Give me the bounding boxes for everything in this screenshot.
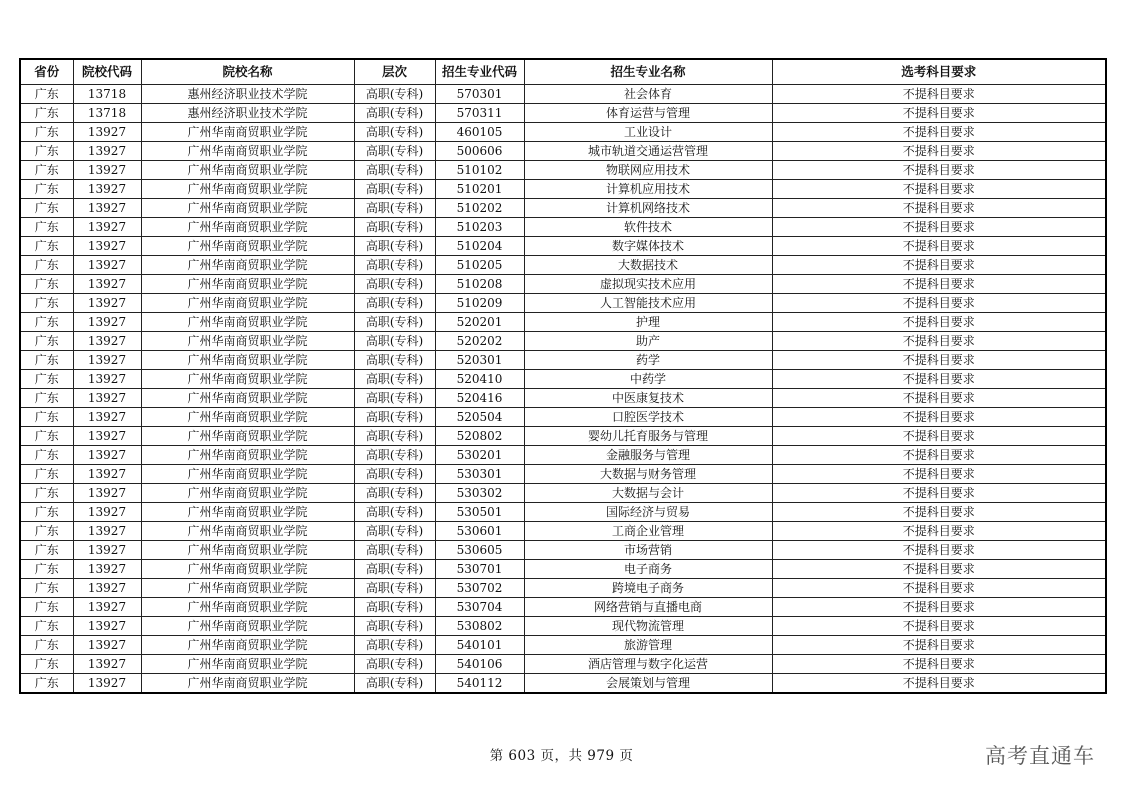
cell-level: 高职(专科) <box>354 503 435 522</box>
cell-major-name: 虚拟现实技术应用 <box>524 275 772 294</box>
cell-province: 广东 <box>20 389 73 408</box>
cell-school-name: 广州华南商贸职业学院 <box>141 503 354 522</box>
cell-major-name: 中医康复技术 <box>524 389 772 408</box>
cell-school-code: 13927 <box>73 408 141 427</box>
cell-school-code: 13927 <box>73 123 141 142</box>
cell-major-name: 数字媒体技术 <box>524 237 772 256</box>
cell-school-name: 广州华南商贸职业学院 <box>141 389 354 408</box>
table-row <box>20 332 1106 351</box>
cell-major-name: 国际经济与贸易 <box>524 503 772 522</box>
cell-major-name: 金融服务与管理 <box>524 446 772 465</box>
table-row <box>20 446 1106 465</box>
page-suffix: 页 <box>619 748 634 764</box>
cell-school-name: 广州华南商贸职业学院 <box>141 522 354 541</box>
cell-school-name: 惠州经济职业技术学院 <box>141 85 354 104</box>
cell-subject-requirement: 不提科目要求 <box>772 617 1106 636</box>
cell-level: 高职(专科) <box>354 560 435 579</box>
cell-province: 广东 <box>20 351 73 370</box>
cell-school-name: 广州华南商贸职业学院 <box>141 674 354 694</box>
cell-province: 广东 <box>20 180 73 199</box>
cell-school-code: 13927 <box>73 446 141 465</box>
cell-school-code: 13927 <box>73 617 141 636</box>
cell-school-code: 13718 <box>73 104 141 123</box>
cell-school-name: 广州华南商贸职业学院 <box>141 332 354 351</box>
cell-school-code: 13927 <box>73 256 141 275</box>
cell-province: 广东 <box>20 294 73 313</box>
table-row <box>20 389 1106 408</box>
cell-province: 广东 <box>20 484 73 503</box>
cell-level: 高职(专科) <box>354 256 435 275</box>
cell-province: 广东 <box>20 104 73 123</box>
table-row <box>20 598 1106 617</box>
cell-subject-requirement: 不提科目要求 <box>772 123 1106 142</box>
cell-level: 高职(专科) <box>354 123 435 142</box>
cell-level: 高职(专科) <box>354 237 435 256</box>
cell-major-code: 510203 <box>435 218 524 237</box>
cell-level: 高职(专科) <box>354 275 435 294</box>
cell-province: 广东 <box>20 446 73 465</box>
table-body <box>20 85 1106 694</box>
cell-major-name: 旅游管理 <box>524 636 772 655</box>
cell-major-code: 570311 <box>435 104 524 123</box>
cell-subject-requirement: 不提科目要求 <box>772 655 1106 674</box>
cell-school-name: 广州华南商贸职业学院 <box>141 161 354 180</box>
cell-level: 高职(专科) <box>354 674 435 694</box>
cell-major-name: 计算机网络技术 <box>524 199 772 218</box>
cell-subject-requirement: 不提科目要求 <box>772 218 1106 237</box>
cell-major-name: 工业设计 <box>524 123 772 142</box>
cell-province: 广东 <box>20 85 73 104</box>
cell-major-code: 520802 <box>435 427 524 446</box>
cell-level: 高职(专科) <box>354 408 435 427</box>
cell-school-code: 13927 <box>73 332 141 351</box>
cell-major-name: 社会体育 <box>524 85 772 104</box>
cell-subject-requirement: 不提科目要求 <box>772 598 1106 617</box>
cell-level: 高职(专科) <box>354 522 435 541</box>
page-mid-text: 页，共 <box>540 748 583 764</box>
header-school-name: 院校名称 <box>141 59 354 85</box>
cell-major-name: 网络营销与直播电商 <box>524 598 772 617</box>
cell-level: 高职(专科) <box>354 655 435 674</box>
cell-major-code: 510208 <box>435 275 524 294</box>
table-row <box>20 427 1106 446</box>
cell-province: 广东 <box>20 560 73 579</box>
cell-school-name: 广州华南商贸职业学院 <box>141 294 354 313</box>
table-row <box>20 180 1106 199</box>
cell-major-code: 510205 <box>435 256 524 275</box>
table-row <box>20 142 1106 161</box>
table-row <box>20 408 1106 427</box>
cell-province: 广东 <box>20 332 73 351</box>
cell-school-name: 广州华南商贸职业学院 <box>141 541 354 560</box>
cell-province: 广东 <box>20 598 73 617</box>
page-footer <box>0 744 1123 764</box>
table-row <box>20 161 1106 180</box>
table-row <box>20 256 1106 275</box>
cell-subject-requirement: 不提科目要求 <box>772 636 1106 655</box>
cell-major-code: 500606 <box>435 142 524 161</box>
cell-province: 广东 <box>20 142 73 161</box>
cell-major-name: 工商企业管理 <box>524 522 772 541</box>
cell-school-name: 广州华南商贸职业学院 <box>141 560 354 579</box>
cell-level: 高职(专科) <box>354 446 435 465</box>
cell-major-code: 520201 <box>435 313 524 332</box>
cell-subject-requirement: 不提科目要求 <box>772 503 1106 522</box>
cell-level: 高职(专科) <box>354 104 435 123</box>
cell-subject-requirement: 不提科目要求 <box>772 104 1106 123</box>
cell-school-name: 广州华南商贸职业学院 <box>141 655 354 674</box>
cell-school-name: 惠州经济职业技术学院 <box>141 104 354 123</box>
cell-level: 高职(专科) <box>354 427 435 446</box>
cell-subject-requirement: 不提科目要求 <box>772 237 1106 256</box>
header-major-name: 招生专业名称 <box>524 59 772 85</box>
cell-major-name: 中药学 <box>524 370 772 389</box>
cell-major-name: 助产 <box>524 332 772 351</box>
cell-school-code: 13927 <box>73 655 141 674</box>
cell-major-code: 520410 <box>435 370 524 389</box>
cell-level: 高职(专科) <box>354 636 435 655</box>
cell-level: 高职(专科) <box>354 161 435 180</box>
cell-level: 高职(专科) <box>354 579 435 598</box>
cell-major-name: 婴幼儿托育服务与管理 <box>524 427 772 446</box>
cell-subject-requirement: 不提科目要求 <box>772 465 1106 484</box>
cell-subject-requirement: 不提科目要求 <box>772 484 1106 503</box>
cell-school-code: 13927 <box>73 484 141 503</box>
cell-school-name: 广州华南商贸职业学院 <box>141 142 354 161</box>
cell-school-code: 13927 <box>73 199 141 218</box>
cell-school-code: 13927 <box>73 541 141 560</box>
cell-major-code: 510202 <box>435 199 524 218</box>
cell-major-code: 520202 <box>435 332 524 351</box>
table-row <box>20 199 1106 218</box>
cell-major-code: 530802 <box>435 617 524 636</box>
cell-subject-requirement: 不提科目要求 <box>772 294 1106 313</box>
cell-subject-requirement: 不提科目要求 <box>772 275 1106 294</box>
table-row <box>20 655 1106 674</box>
table-row <box>20 674 1106 694</box>
cell-subject-requirement: 不提科目要求 <box>772 256 1106 275</box>
cell-major-name: 计算机应用技术 <box>524 180 772 199</box>
cell-major-name: 大数据与会计 <box>524 484 772 503</box>
table-row <box>20 294 1106 313</box>
cell-subject-requirement: 不提科目要求 <box>772 389 1106 408</box>
cell-major-name: 药学 <box>524 351 772 370</box>
cell-major-code: 530601 <box>435 522 524 541</box>
cell-school-code: 13927 <box>73 427 141 446</box>
cell-subject-requirement: 不提科目要求 <box>772 522 1106 541</box>
cell-level: 高职(专科) <box>354 332 435 351</box>
cell-school-code: 13927 <box>73 389 141 408</box>
table-row <box>20 85 1106 104</box>
cell-subject-requirement: 不提科目要求 <box>772 674 1106 694</box>
cell-school-code: 13927 <box>73 503 141 522</box>
cell-subject-requirement: 不提科目要求 <box>772 142 1106 161</box>
cell-level: 高职(专科) <box>354 617 435 636</box>
cell-major-code: 520301 <box>435 351 524 370</box>
cell-school-name: 广州华南商贸职业学院 <box>141 598 354 617</box>
table-row <box>20 237 1106 256</box>
cell-major-name: 物联网应用技术 <box>524 161 772 180</box>
cell-major-code: 510102 <box>435 161 524 180</box>
cell-subject-requirement: 不提科目要求 <box>772 180 1106 199</box>
cell-school-code: 13927 <box>73 522 141 541</box>
cell-subject-requirement: 不提科目要求 <box>772 427 1106 446</box>
cell-subject-requirement: 不提科目要求 <box>772 541 1106 560</box>
cell-school-name: 广州华南商贸职业学院 <box>141 123 354 142</box>
cell-subject-requirement: 不提科目要求 <box>772 560 1106 579</box>
header-level: 层次 <box>354 59 435 85</box>
cell-major-name: 大数据与财务管理 <box>524 465 772 484</box>
header-major-code: 招生专业代码 <box>435 59 524 85</box>
cell-subject-requirement: 不提科目要求 <box>772 332 1106 351</box>
cell-major-code: 530201 <box>435 446 524 465</box>
table-row <box>20 503 1106 522</box>
cell-school-name: 广州华南商贸职业学院 <box>141 256 354 275</box>
cell-province: 广东 <box>20 370 73 389</box>
cell-school-name: 广州华南商贸职业学院 <box>141 427 354 446</box>
cell-major-name: 体育运营与管理 <box>524 104 772 123</box>
header-subject-requirement: 选考科目要求 <box>772 59 1106 85</box>
cell-province: 广东 <box>20 427 73 446</box>
cell-school-code: 13927 <box>73 180 141 199</box>
cell-level: 高职(专科) <box>354 199 435 218</box>
cell-province: 广东 <box>20 617 73 636</box>
cell-school-name: 广州华南商贸职业学院 <box>141 275 354 294</box>
cell-major-code: 510209 <box>435 294 524 313</box>
cell-subject-requirement: 不提科目要求 <box>772 161 1106 180</box>
cell-major-code: 540101 <box>435 636 524 655</box>
current-page-number: 603 <box>508 748 536 764</box>
cell-subject-requirement: 不提科目要求 <box>772 408 1106 427</box>
cell-school-name: 广州华南商贸职业学院 <box>141 408 354 427</box>
cell-major-code: 520504 <box>435 408 524 427</box>
cell-major-code: 530701 <box>435 560 524 579</box>
table-row <box>20 465 1106 484</box>
table-row <box>20 370 1106 389</box>
cell-level: 高职(专科) <box>354 370 435 389</box>
cell-school-code: 13927 <box>73 674 141 694</box>
cell-major-name: 现代物流管理 <box>524 617 772 636</box>
table-row <box>20 275 1106 294</box>
table-row <box>20 351 1106 370</box>
cell-province: 广东 <box>20 313 73 332</box>
cell-province: 广东 <box>20 218 73 237</box>
cell-school-name: 广州华南商贸职业学院 <box>141 617 354 636</box>
cell-school-code: 13927 <box>73 313 141 332</box>
cell-level: 高职(专科) <box>354 351 435 370</box>
cell-major-name: 软件技术 <box>524 218 772 237</box>
cell-school-code: 13927 <box>73 465 141 484</box>
cell-school-code: 13927 <box>73 560 141 579</box>
cell-school-name: 广州华南商贸职业学院 <box>141 180 354 199</box>
table-row <box>20 541 1106 560</box>
cell-school-code: 13927 <box>73 370 141 389</box>
cell-school-code: 13927 <box>73 218 141 237</box>
watermark-text: 高考直通车 <box>985 744 1095 768</box>
cell-province: 广东 <box>20 503 73 522</box>
cell-province: 广东 <box>20 541 73 560</box>
cell-school-name: 广州华南商贸职业学院 <box>141 199 354 218</box>
cell-school-code: 13927 <box>73 237 141 256</box>
cell-province: 广东 <box>20 123 73 142</box>
cell-major-code: 530605 <box>435 541 524 560</box>
cell-major-code: 530702 <box>435 579 524 598</box>
cell-major-code: 530704 <box>435 598 524 617</box>
admission-table <box>19 58 1107 694</box>
header-school-code: 院校代码 <box>73 59 141 85</box>
cell-major-name: 电子商务 <box>524 560 772 579</box>
cell-major-code: 520416 <box>435 389 524 408</box>
cell-subject-requirement: 不提科目要求 <box>772 85 1106 104</box>
cell-level: 高职(专科) <box>354 484 435 503</box>
cell-level: 高职(专科) <box>354 541 435 560</box>
cell-subject-requirement: 不提科目要求 <box>772 351 1106 370</box>
cell-level: 高职(专科) <box>354 294 435 313</box>
cell-school-name: 广州华南商贸职业学院 <box>141 218 354 237</box>
table-row <box>20 617 1106 636</box>
header-row <box>20 59 1106 85</box>
cell-level: 高职(专科) <box>354 180 435 199</box>
cell-province: 广东 <box>20 655 73 674</box>
cell-school-code: 13927 <box>73 636 141 655</box>
cell-major-code: 460105 <box>435 123 524 142</box>
cell-school-code: 13718 <box>73 85 141 104</box>
cell-major-name: 酒店管理与数字化运营 <box>524 655 772 674</box>
table-row <box>20 560 1106 579</box>
cell-subject-requirement: 不提科目要求 <box>772 313 1106 332</box>
table-row <box>20 522 1106 541</box>
cell-school-name: 广州华南商贸职业学院 <box>141 579 354 598</box>
cell-school-code: 13927 <box>73 142 141 161</box>
cell-province: 广东 <box>20 522 73 541</box>
cell-subject-requirement: 不提科目要求 <box>772 446 1106 465</box>
cell-major-name: 市场营销 <box>524 541 772 560</box>
cell-province: 广东 <box>20 465 73 484</box>
cell-province: 广东 <box>20 579 73 598</box>
cell-school-name: 广州华南商贸职业学院 <box>141 351 354 370</box>
cell-level: 高职(专科) <box>354 85 435 104</box>
cell-school-code: 13927 <box>73 579 141 598</box>
cell-level: 高职(专科) <box>354 218 435 237</box>
cell-major-name: 口腔医学技术 <box>524 408 772 427</box>
cell-school-name: 广州华南商贸职业学院 <box>141 370 354 389</box>
cell-subject-requirement: 不提科目要求 <box>772 579 1106 598</box>
cell-province: 广东 <box>20 275 73 294</box>
cell-subject-requirement: 不提科目要求 <box>772 199 1106 218</box>
cell-school-code: 13927 <box>73 598 141 617</box>
header-province: 省份 <box>20 59 73 85</box>
cell-school-name: 广州华南商贸职业学院 <box>141 465 354 484</box>
cell-level: 高职(专科) <box>354 313 435 332</box>
cell-school-name: 广州华南商贸职业学院 <box>141 237 354 256</box>
cell-school-name: 广州华南商贸职业学院 <box>141 484 354 503</box>
cell-school-name: 广州华南商贸职业学院 <box>141 446 354 465</box>
table-row <box>20 636 1106 655</box>
cell-province: 广东 <box>20 199 73 218</box>
cell-major-code: 540112 <box>435 674 524 694</box>
table-row <box>20 104 1106 123</box>
cell-major-code: 510204 <box>435 237 524 256</box>
cell-province: 广东 <box>20 161 73 180</box>
cell-major-code: 570301 <box>435 85 524 104</box>
total-pages-number: 979 <box>587 748 615 764</box>
cell-major-name: 大数据技术 <box>524 256 772 275</box>
cell-major-code: 530301 <box>435 465 524 484</box>
cell-major-name: 城市轨道交通运营管理 <box>524 142 772 161</box>
cell-school-code: 13927 <box>73 161 141 180</box>
cell-school-name: 广州华南商贸职业学院 <box>141 313 354 332</box>
table-row <box>20 484 1106 503</box>
cell-subject-requirement: 不提科目要求 <box>772 370 1106 389</box>
cell-province: 广东 <box>20 237 73 256</box>
cell-level: 高职(专科) <box>354 598 435 617</box>
cell-major-code: 530302 <box>435 484 524 503</box>
cell-major-name: 跨境电子商务 <box>524 579 772 598</box>
cell-major-code: 510201 <box>435 180 524 199</box>
table-row <box>20 218 1106 237</box>
cell-province: 广东 <box>20 674 73 694</box>
cell-school-name: 广州华南商贸职业学院 <box>141 636 354 655</box>
cell-province: 广东 <box>20 256 73 275</box>
cell-school-code: 13927 <box>73 351 141 370</box>
cell-school-code: 13927 <box>73 275 141 294</box>
cell-major-name: 护理 <box>524 313 772 332</box>
table-row <box>20 313 1106 332</box>
table-row <box>20 579 1106 598</box>
cell-level: 高职(专科) <box>354 142 435 161</box>
cell-level: 高职(专科) <box>354 465 435 484</box>
cell-major-name: 人工智能技术应用 <box>524 294 772 313</box>
cell-major-code: 540106 <box>435 655 524 674</box>
table-row <box>20 123 1106 142</box>
cell-level: 高职(专科) <box>354 389 435 408</box>
page-prefix: 第 <box>489 748 504 764</box>
cell-major-code: 530501 <box>435 503 524 522</box>
cell-province: 广东 <box>20 636 73 655</box>
cell-school-code: 13927 <box>73 294 141 313</box>
cell-major-name: 会展策划与管理 <box>524 674 772 694</box>
cell-province: 广东 <box>20 408 73 427</box>
